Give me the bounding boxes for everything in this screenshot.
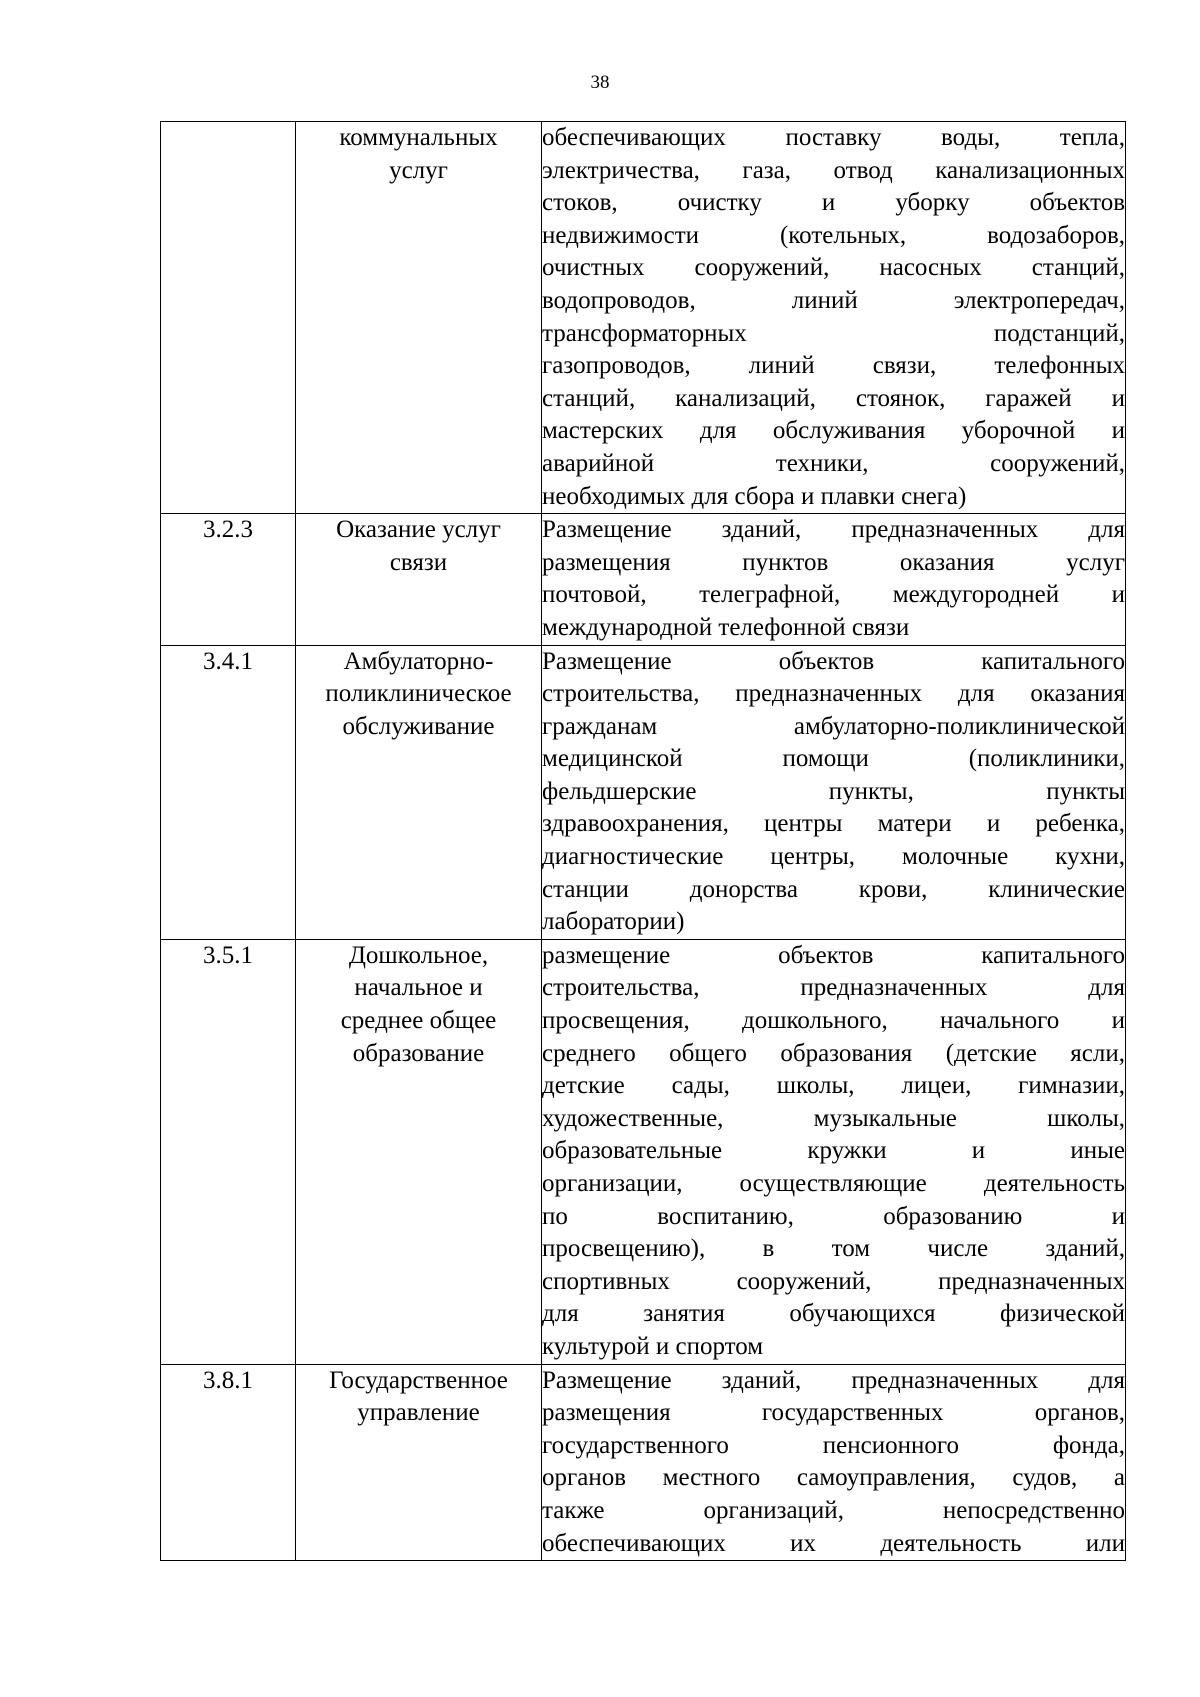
name-line: начальное и [354,974,483,1002]
desc-line: станций, канализаций, стоянок, гаражей и [542,384,1125,412]
row-code: 3.4.1 [161,645,296,939]
desc-line: гражданам амбулаторно-поликлинической [542,712,1125,740]
row-code [161,122,296,514]
desc-line: строительства, предназначенных для оказания [542,680,1125,708]
desc-line: культурой и спортом [542,1332,764,1360]
desc-line: диагностические центры, молочные кухни, [542,843,1125,871]
desc-line: строительства, предназначенных для [542,974,1125,1002]
desc-line: очистных сооружений, насосных станций, [542,254,1125,282]
desc-line: размещения государственных органов, [542,1399,1125,1427]
name-line: поликлиническое [325,680,512,708]
desc-line: аварийной техники, сооружений, [542,449,1125,477]
name-line: Государственное [329,1366,508,1394]
desc-line: размещение объектов капитального [542,941,1125,969]
table-row [161,939,1126,1364]
name-line: среднее общее [340,1007,497,1035]
name-line: Оказание услуг [336,516,501,544]
desc-line: обеспечивающих поставку воды, тепла, [542,124,1125,151]
land-use-table [160,121,1126,1561]
desc-line: просвещения, дошкольного, начального и [542,1007,1125,1035]
desc-line: трансформаторных подстанций, [542,319,1125,347]
table-row [161,645,1126,939]
desc-line: фельдшерские пункты, пункты [542,777,1125,805]
name-line: Дошкольное, [348,941,489,969]
desc-line: электричества, газа, отвод канализационных [542,156,1125,184]
desc-line: обеспечивающих их деятельность или [542,1529,1125,1557]
desc-line: необходимых для сбора и плавки снега) [542,482,967,510]
row-description [542,514,1126,645]
desc-line: детские сады, школы, лицеи, гимназии, [542,1072,1125,1100]
desc-line: медицинской помощи (поликлиники, [542,745,1125,773]
table-row [161,514,1126,645]
desc-line: мастерских для обслуживания уборочной и [542,417,1125,445]
desc-line: органов местного самоуправления, судов, а [542,1464,1125,1492]
desc-line: почтовой, телеграфной, междугородней и [542,581,1125,609]
desc-line: просвещению), в том числе зданий, [542,1235,1125,1263]
desc-line: Размещение объектов капитального [542,647,1125,675]
desc-line: размещения пунктов оказания услуг [542,548,1125,576]
desc-line: водопроводов, линий электропередач, [542,286,1125,314]
desc-line: государственного пенсионного фонда, [542,1431,1125,1459]
page-number: 38 [590,72,610,93]
desc-line: среднего общего образования (детские ясли, [542,1039,1125,1067]
desc-line: спортивных сооружений, предназначенных [542,1267,1125,1295]
desc-line: международной телефонной связи [542,613,910,641]
row-description [542,122,1126,514]
desc-line: здравоохранения, центры матери и ребенка, [542,810,1125,838]
name-line: коммунальных [339,124,498,151]
row-code: 3.8.1 [161,1364,296,1561]
name-line: обслуживание [342,712,495,740]
table-row [161,122,1126,514]
name-line: связи [389,548,448,576]
table-row [161,1364,1126,1561]
row-name [296,939,542,1364]
desc-line: художественные, музыкальные школы, [542,1104,1125,1132]
name-line: Амбулаторно- [343,647,494,675]
desc-line: Размещение зданий, предназначенных для [542,516,1125,544]
row-description [542,645,1126,939]
desc-line: стоков, очистку и уборку объектов [542,189,1125,217]
desc-line: газопроводов, линий связи, телефонных [542,352,1125,380]
desc-line: недвижимости (котельных, водозаборов, [542,221,1125,249]
row-name [296,514,542,645]
row-name [296,1364,542,1561]
desc-line: образовательные кружки и иные [542,1137,1125,1165]
row-name [296,122,542,514]
name-line: услуг [389,156,448,184]
desc-line: по воспитанию, образованию и [542,1202,1125,1230]
row-code: 3.5.1 [161,939,296,1364]
desc-line: также организаций, непосредственно [542,1496,1125,1524]
desc-line: станции донорства крови, клинические [542,875,1125,903]
desc-line: организации, осуществляющие деятельность [542,1170,1125,1197]
desc-line: лаборатории) [542,908,685,936]
row-description [542,1364,1126,1561]
desc-line: для занятия обучающихся физической [542,1300,1125,1328]
name-line: образование [352,1039,485,1067]
row-description [542,939,1126,1364]
row-code: 3.2.3 [161,514,296,645]
row-name [296,645,542,939]
name-line: управление [357,1399,480,1427]
desc-line: Размещение зданий, предназначенных для [542,1366,1125,1394]
